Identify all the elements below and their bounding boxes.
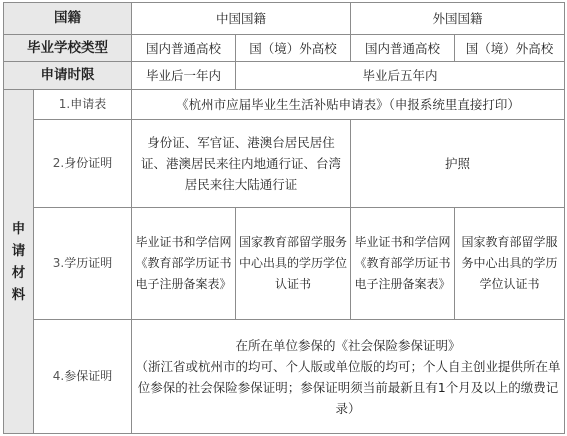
education-proof-overseas-2: 国家教育部留学服务中心出具的学历学位认证书 [455,208,565,320]
material-name: 3.学历证明 [34,208,132,320]
material-name: 4.参保证明 [34,320,132,434]
nationality-chinese: 中国国籍 [132,3,351,35]
insurance-proof-note: （浙江省或杭州市的均可、个人版或单位版的均可；个人自主创业提供所在单位参保的社会保险参保证明；参保证明须当前最新且有1个月及以上的缴费记录） [135,358,561,416]
application-form-content: 《杭州市应届毕业生生活补贴申请表》（申报系统里直接打印） [132,90,565,120]
school-type-domestic: 国内普通高校 [132,35,236,62]
material-row-education [4,208,565,320]
nationality-row [4,3,565,35]
insurance-proof-title: 在所在单位参保的《社会保险参保证明》 [235,337,461,353]
school-type-domestic-2: 国内普通高校 [351,35,455,62]
deadline-label: 申请时限 [4,62,132,90]
nationality-label: 国籍 [4,3,132,35]
material-row-application-form [4,90,565,120]
requirements-table [3,2,565,434]
material-row-insurance [4,320,565,434]
material-name: 1.申请表 [34,90,132,120]
education-proof-domestic-2: 毕业证书和学信网《教育部学历证书电子注册备案表》 [351,208,455,320]
identity-docs-foreign: 护照 [351,120,565,208]
insurance-proof-content [132,320,565,434]
materials-label: 申请材料 [4,90,34,434]
school-type-overseas-2: 国（境）外高校 [455,35,565,62]
education-proof-domestic: 毕业证书和学信网《教育部学历证书电子注册备案表》 [132,208,236,320]
identity-docs-chinese: 身份证、军官证、港澳台居民居住证、港澳居民来往内地通行证、台湾居民来往大陆通行证 [132,120,351,208]
school-type-row [4,35,565,62]
education-proof-overseas: 国家教育部留学服务中心出具的学历学位认证书 [236,208,351,320]
deadline-row [4,62,565,90]
deadline-domestic: 毕业后一年内 [132,62,236,90]
deadline-others: 毕业后五年内 [236,62,565,90]
material-name: 2.身份证明 [34,120,132,208]
school-type-label: 毕业学校类型 [4,35,132,62]
nationality-foreign: 外国国籍 [351,3,565,35]
school-type-overseas: 国（境）外高校 [236,35,351,62]
material-row-identity [4,120,565,208]
